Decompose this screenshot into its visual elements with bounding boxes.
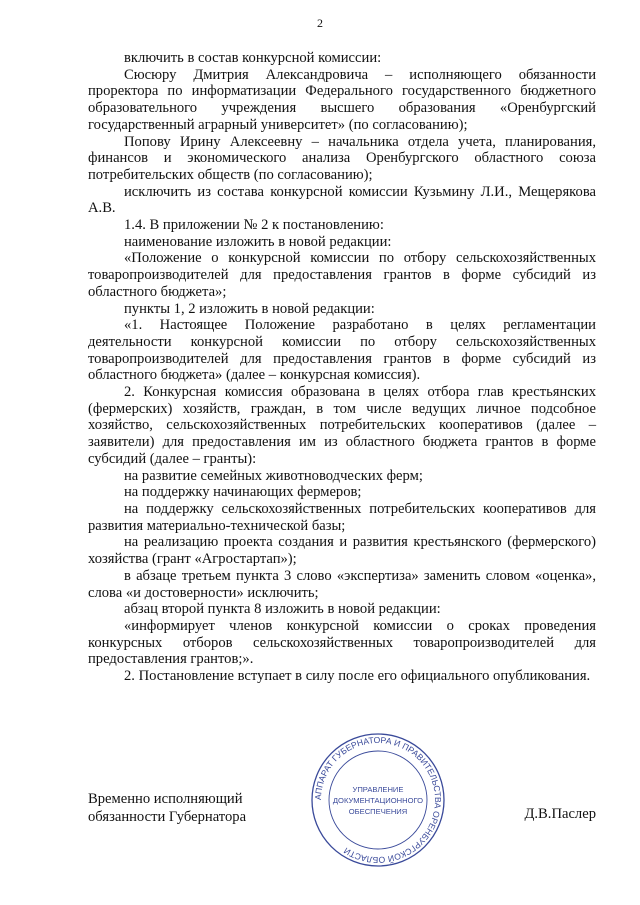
stamp-ring-text: АППАРАТ ГУБЕРНАТОРА И ПРАВИТЕЛЬСТВА ОРЕНБУРГСКОЙ ОБЛАСТИ [312, 734, 444, 866]
paragraph: 1.4. В приложении № 2 к постановлению: [124, 217, 384, 234]
paragraph: на реализацию проекта создания и развития крестьянского (фермерского) хозяйства (грант «Агростартап»); [88, 534, 596, 568]
stamp-line-3: ОБЕСПЕЧЕНИЯ [348, 807, 408, 816]
paragraph: «Положение о конкурсной комиссии по отбору сельскохозяйственных товаропроизводителей для предоставления грантов в форме субсидий из областного бюджета»; [88, 250, 596, 300]
paragraph: включить в состав конкурсной комиссии: [124, 50, 382, 66]
paragraph: наименование изложить в новой редакции: [124, 233, 392, 250]
paragraph: на развитие семейных животноводческих ферм; [124, 467, 423, 484]
paragraph: исключить из состава конкурсной комиссии Кузьмину Л.И., Мещерякова А.В. [88, 183, 596, 217]
document-body [88, 50, 596, 685]
paragraph: на поддержку сельскохозяйственных потребительских кооперативов для развития материально-технической базы; [88, 500, 596, 534]
paragraph: «1. Настоящее Положение разработано в целях регламентации деятельности конкурсной комиссии по отбору сельскохозяйственных товаропроизводителей для предоставления грантов в форме субсидий из областного бюджета» (далее – конкурсная комиссия). [88, 317, 596, 384]
signer-name: Д.В.Паслер [524, 806, 596, 822]
paragraph: 2. Конкурсная комиссия образована в целях отбора глав крестьянских (фермерских) хозяйств, граждан, в том числе ведущих личное подсобное хозяйство, сельскохозяйственных потребительских кооперативов (далее – заявители) для предоставления им из областного бюджета грантов в форме субсидий (далее – гранты): [88, 384, 596, 467]
page-number: 2 [317, 16, 323, 30]
paragraph: 2. Постановление вступает в силу после его официального опубликования. [124, 668, 591, 685]
paragraph: пункты 1, 2 изложить в новой редакции: [124, 300, 375, 317]
paragraph: Попову Ирину Алексеевну – начальника отдела учета, планирования, финансов и экономического анализа Оренбургского областного союза потребительских обществ (по согласованию); [88, 133, 596, 183]
paragraph: Сюсюру Дмитрия Александровича – исполняющего обязанности проректора по информатизации Федерального государственного бюджетного образовательного учреждения высшего образования «Оренбургский государственный аграрный университет» (по согласованию); [88, 66, 596, 133]
paragraph: «информирует членов конкурсной комиссии о сроках проведения конкурсных отборов сельскохозяйственных товаропроизводителей для предоставления грантов;». [88, 617, 596, 668]
official-stamp [308, 730, 448, 870]
signer-position-line-1: Временно исполняющий [88, 791, 243, 807]
paragraph: на поддержку начинающих фермеров; [124, 484, 362, 501]
signature-block [88, 790, 246, 826]
stamp-line-1: УПРАВЛЕНИЕ [352, 785, 404, 794]
signer-position-line-2: обязанности Губернатора [88, 809, 247, 825]
paragraph: в абзаце третьем пункта 3 слово «экспертиза» заменить словом «оценка», слова «и достоверности» исключить; [88, 567, 596, 601]
stamp-line-2: ДОКУМЕНТАЦИОННОГО [332, 796, 424, 805]
paragraph: абзац второй пункта 8 изложить в новой редакции: [124, 601, 441, 618]
